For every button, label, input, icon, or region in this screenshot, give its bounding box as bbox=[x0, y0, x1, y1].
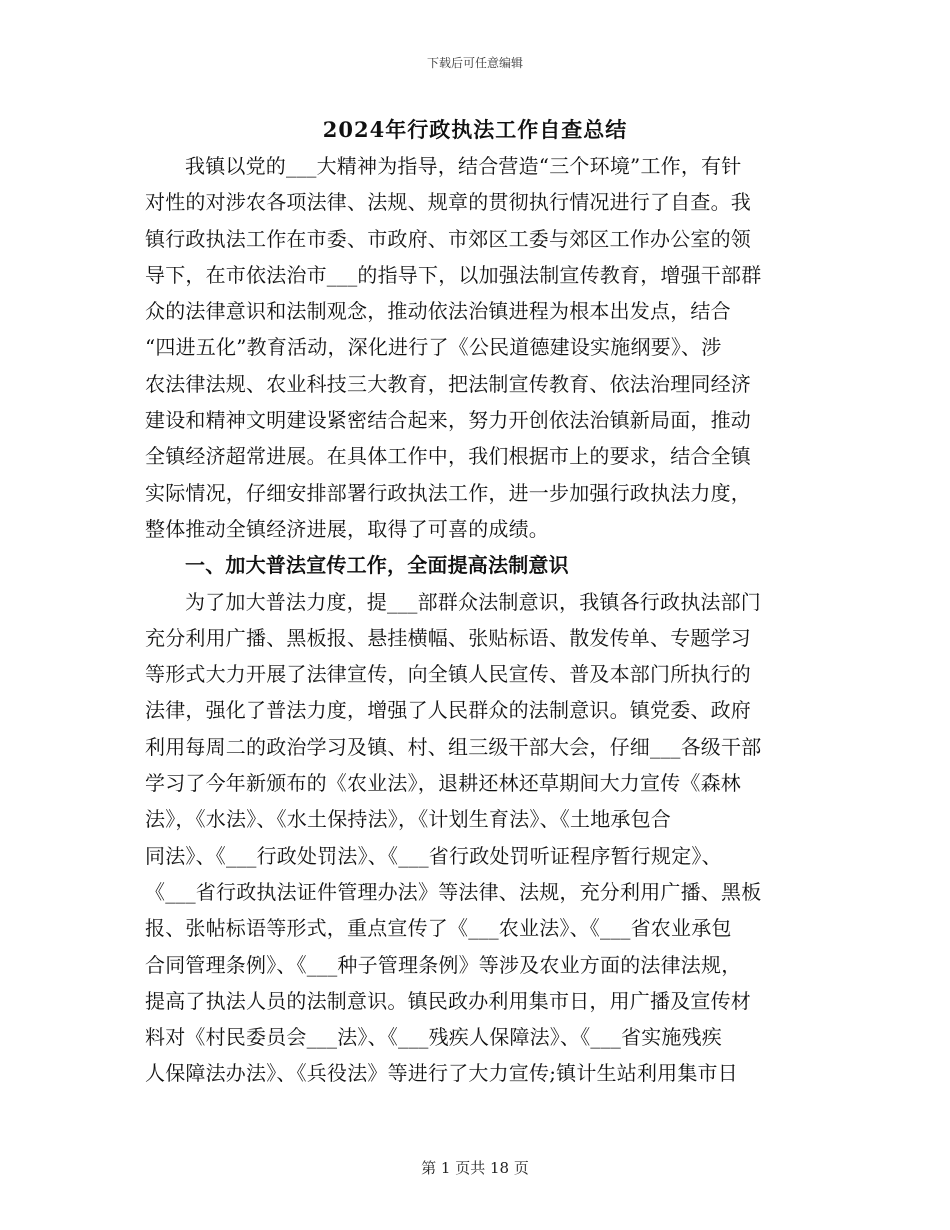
paragraph-line: 建设和精神文明建设紧密结合起来，努力开创依法治镇新局面，推动 bbox=[145, 408, 751, 433]
paragraph-line: 我镇以党的___大精神为指导，结合营造“三个环境”工作，有针 bbox=[185, 154, 742, 178]
paragraph-line: 充分利用广播、黑板报、悬挂横幅、张贴标语、散发传单、专题学习 bbox=[145, 625, 751, 650]
header-note: 下载后可任意编辑 bbox=[426, 56, 523, 70]
paragraph-line: 学习了今年新颁布的《农业法》，退耕还林还草期间大力宣传《森林 bbox=[145, 771, 741, 796]
paragraph-line: “四进五化”教育活动，深化进行了《公民道德建设实施纲要》、涉 bbox=[145, 335, 722, 360]
paragraph-line: 为了加大普法力度，提___部群众法制意识，我镇各行政执法部门 bbox=[185, 589, 761, 614]
section-heading: 一、加大普法宣传工作，全面提高法制意识 bbox=[185, 553, 569, 578]
paragraph-line: 法律，强化了普法力度，增强了人民群众的法制意识。镇党委、政府 bbox=[145, 698, 751, 723]
paragraph-line: 同法》、《___行政处罚法》、《___省行政处罚听证程序暂行规定》、 bbox=[145, 843, 722, 868]
page-number: 第 1 页共 18 页 bbox=[421, 1159, 529, 1177]
paragraph-line: 人保障法办法》、《兵役法》等进行了大力宣传;镇计生站利用集市日 bbox=[145, 1061, 738, 1086]
paragraph-line: 提高了执法人员的法制意识。镇民政办利用集市日，用广播及宣传材 bbox=[145, 988, 751, 1013]
document-title: 2024年行政执法工作自查总结 bbox=[322, 117, 628, 142]
paragraph-line: 对性的对涉农各项法律、法规、规章的贯彻执行情况进行了自查。我 bbox=[145, 190, 751, 215]
paragraph-line: 全镇经济超常进展。在具体工作中，我们根据市上的要求，结合全镇 bbox=[145, 444, 751, 469]
paragraph-line: 等形式大力开展了法律宣传，向全镇人民宣传、普及本部门所执行的 bbox=[145, 662, 751, 687]
paragraph-line: 法》，《水法》、《水土保持法》，《计划生育法》、《土地承包合 bbox=[145, 807, 671, 832]
paragraph-line: 导下，在市依法治市___的指导下，以加强法制宣传教育，增强干部群 bbox=[145, 262, 762, 287]
paragraph-line: 料对《村民委员会___法》、《___残疾人保障法》、《___省实施残疾 bbox=[145, 1025, 722, 1050]
paragraph-line: 整体推动全镇经济进展，取得了可喜的成绩。 bbox=[145, 516, 549, 541]
paragraph-line: 实际情况，仔细安排部署行政执法工作，进一步加强行政执法力度， bbox=[145, 480, 751, 505]
paragraph-line: 利用每周二的政治学习及镇、村、组三级干部大会，仔细___各级干部 bbox=[145, 734, 762, 759]
paragraph-line: 《___省行政执法证件管理办法》等法律、法规，充分利用广播、黑板 bbox=[145, 879, 762, 904]
document-body bbox=[145, 148, 810, 1092]
paragraph-line: 众的法律意识和法制观念，推动依法治镇进程为根本出发点，结合 bbox=[145, 299, 731, 324]
paragraph-line: 合同管理条例》、《___种子管理条例》等涉及农业方面的法律法规， bbox=[145, 952, 742, 977]
paragraph-line: 农法律法规、农业科技三大教育，把法制宣传教育、依法治理同经济 bbox=[145, 371, 751, 396]
paragraph-line: 镇行政执法工作在市委、市政府、市郊区工委与郊区工作办公室的领 bbox=[145, 226, 751, 251]
paragraph-line: 报、张帖标语等形式，重点宣传了《___农业法》、《___省农业承包 bbox=[145, 916, 732, 941]
